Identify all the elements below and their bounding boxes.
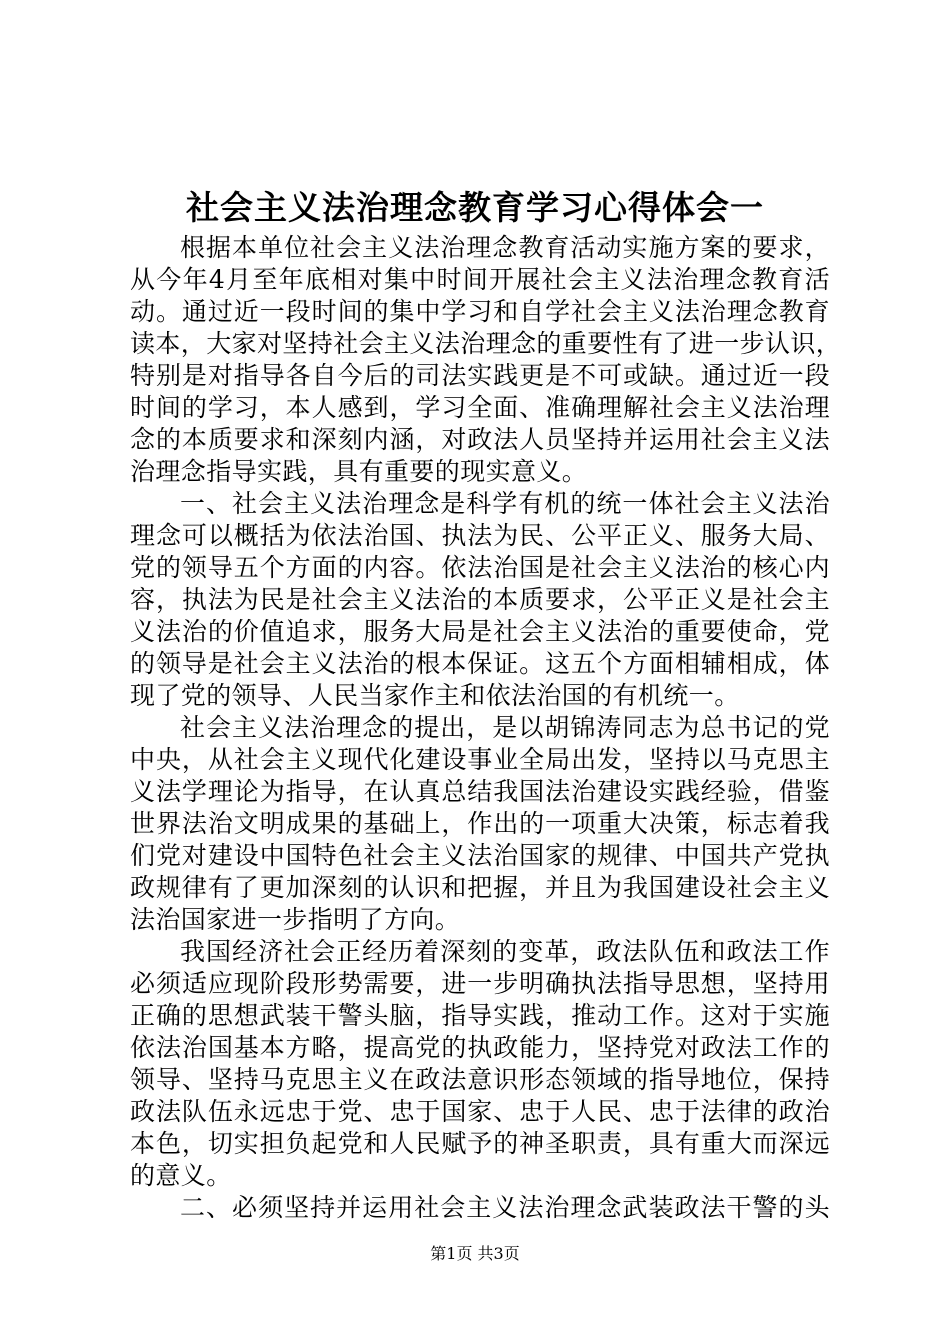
text-line: 义法治的价值追求，服务大局是社会主义法治的重要使命，党: [130, 617, 830, 646]
text-line: 社会主义法治理念的提出，是以胡锦涛同志为总书记的党: [180, 713, 830, 742]
text-line: 党的领导五个方面的内容。依法治国是社会主义法治的核心内: [130, 553, 830, 582]
page-footer: 第1页 共3页: [430, 1244, 520, 1263]
text-line: 特别是对指导各自今后的司法实践更是不可或缺。通过近一段: [130, 361, 830, 390]
text-line: 二、必须坚持并运用社会主义法治理念武装政法干警的头: [180, 1193, 830, 1222]
text-line: 世界法治文明成果的基础上，作出的一项重大决策，标志着我: [130, 809, 830, 838]
text-line: 的领导是社会主义法治的根本保证。这五个方面相辅相成，体: [130, 649, 830, 678]
text-line: 法治国家进一步指明了方向。: [130, 905, 461, 934]
text-line: 念的本质要求和深刻内涵，对政法人员坚持并运用社会主义法: [130, 425, 830, 454]
text-line: 动。通过近一段时间的集中学习和自学社会主义法治理念教育: [130, 297, 830, 326]
text-line: 读本，大家对坚持社会主义法治理念的重要性有了进一步认识，: [130, 329, 842, 358]
document-title: 社会主义法治理念教育学习心得体会一: [186, 188, 764, 227]
text-line: 领导、坚持马克思主义在政法意识形态领域的指导地位，保持: [130, 1065, 830, 1094]
text-line: 们党对建设中国特色社会主义法治国家的规律、中国共产党执: [130, 841, 830, 870]
text-line: 中央，从社会主义现代化建设事业全局出发，坚持以马克思主: [130, 745, 830, 774]
text-line: 根据本单位社会主义法治理念教育活动实施方案的要求，: [180, 233, 830, 262]
text-line: 从今年4月至年底相对集中时间开展社会主义法治理念教育活: [130, 265, 830, 294]
text-line: 我国经济社会正经历着深刻的变革，政法队伍和政法工作: [180, 937, 830, 966]
text-line: 现了党的领导、人民当家作主和依法治国的有机统一。: [130, 681, 740, 710]
text-line: 依法治国基本方略，提高党的执政能力，坚持党对政法工作的: [130, 1033, 830, 1062]
text-line: 本色，切实担负起党和人民赋予的神圣职责，具有重大而深远: [130, 1129, 830, 1158]
text-line: 政规律有了更加深刻的认识和把握，并且为我国建设社会主义: [130, 873, 830, 902]
text-line: 理念可以概括为依法治国、执法为民、公平正义、服务大局、: [130, 521, 830, 550]
text-line: 容，执法为民是社会主义法治的本质要求，公平正义是社会主: [130, 585, 830, 614]
text-line: 必须适应现阶段形势需要，进一步明确执法指导思想，坚持用: [130, 969, 830, 998]
text-line: 政法队伍永远忠于党、忠于国家、忠于人民、忠于法律的政治: [130, 1097, 830, 1126]
text-line: 一、社会主义法治理念是科学有机的统一体社会主义法治: [180, 489, 830, 518]
text-line: 义法学理论为指导，在认真总结我国法治建设实践经验，借鉴: [130, 777, 830, 806]
text-line: 时间的学习，本人感到，学习全面、准确理解社会主义法治理: [130, 393, 830, 422]
text-line: 的意义。: [130, 1161, 232, 1190]
text-line: 治理念指导实践，具有重要的现实意义。: [130, 457, 588, 486]
text-line: 正确的思想武装干警头脑，指导实践，推动工作。这对于实施: [130, 1001, 830, 1030]
